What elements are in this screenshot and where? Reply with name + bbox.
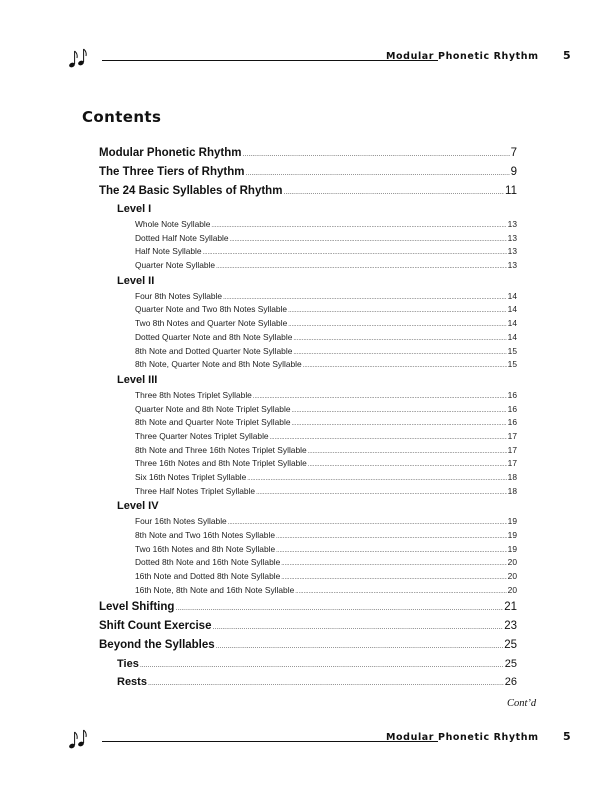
- table-of-contents: [0, 144, 612, 691]
- toc-entry-label: 16th Note and Dotted 8th Note Syllable: [135, 571, 281, 582]
- toc-entry-page: 16: [507, 417, 517, 428]
- footer-title: Modular Phonetic Rhythm: [386, 732, 539, 743]
- toc-entry[interactable]: [135, 543, 517, 557]
- toc-entry-label: Three Quarter Notes Triplet Syllable: [135, 430, 269, 441]
- toc-entry-label: Shift Count Exercise: [99, 619, 212, 632]
- toc-entry-label: The 24 Basic Syllables of Rhythm: [99, 185, 283, 197]
- dot-leader: [175, 599, 503, 618]
- toc-entry[interactable]: [135, 515, 517, 529]
- toc-entry[interactable]: [135, 358, 517, 372]
- toc-entry-page: 25: [504, 657, 517, 670]
- toc-entry-page: 18: [507, 472, 517, 482]
- toc-entry-page: 11: [505, 185, 517, 197]
- toc-entry-label: 8th Note and Quarter Note Triplet Syllable: [135, 417, 291, 428]
- toc-entry[interactable]: [135, 556, 517, 570]
- toc-entry[interactable]: [135, 444, 517, 458]
- toc-entry-label: Whole Note Syllable: [135, 219, 211, 229]
- toc-entry[interactable]: [135, 570, 517, 584]
- dot-leader: [245, 164, 509, 183]
- dot-leader: [242, 145, 509, 164]
- toc-entry-page: 18: [507, 485, 517, 496]
- level-heading: Level II: [117, 274, 155, 287]
- level-heading: Level III: [117, 373, 158, 386]
- toc-entry-page: 16: [507, 403, 517, 414]
- toc-entry-page: 17: [507, 444, 517, 455]
- toc-entry[interactable]: [135, 416, 517, 430]
- toc-entry[interactable]: [99, 163, 517, 182]
- toc-entry-label: Level Shifting: [99, 600, 175, 613]
- toc-entry-label: Three Half Notes Triplet Syllable: [135, 485, 256, 496]
- toc-entry-page: 13: [507, 219, 517, 229]
- toc-entry-label: 8th Note and Three 16th Notes Triplet Syllable: [135, 444, 307, 455]
- toc-entry-page: 26: [504, 675, 517, 688]
- toc-entry-page: 17: [507, 430, 517, 441]
- toc-entry-page: 13: [507, 232, 517, 243]
- toc-entry[interactable]: [135, 345, 517, 359]
- toc-entry[interactable]: [99, 598, 517, 617]
- header-page-number: 5: [563, 49, 571, 62]
- toc-entry-page: 20: [507, 557, 517, 568]
- toc-entry[interactable]: [99, 636, 517, 655]
- continued-note: Cont’d: [507, 698, 537, 709]
- toc-entry[interactable]: [135, 303, 517, 317]
- toc-entry[interactable]: [135, 245, 517, 259]
- toc-entry-page: 19: [507, 543, 517, 554]
- toc-entry[interactable]: [135, 457, 517, 471]
- dot-leader: [256, 487, 507, 501]
- toc-entry-label: Quarter Note and 8th Note Triplet Syllable: [135, 403, 291, 414]
- toc-entry-page: 21: [504, 600, 517, 613]
- toc-entry-label: 8th Note and Two 16th Notes Syllable: [135, 530, 275, 541]
- music-notes-icon: [68, 46, 94, 70]
- footer-page-number: 5: [563, 730, 571, 743]
- toc-entry-page: 20: [507, 571, 517, 582]
- toc-entry-label: Three 8th Notes Triplet Syllable: [135, 389, 252, 400]
- toc-entry-page: 14: [507, 304, 517, 315]
- level-heading: Level IV: [117, 500, 159, 513]
- toc-entry-label: Beyond the Syllables: [99, 638, 215, 651]
- toc-entry-label: Quarter Note and Two 8th Notes Syllable: [135, 304, 288, 315]
- toc-entry-page: 14: [507, 331, 517, 342]
- toc-entry[interactable]: [135, 290, 517, 304]
- toc-entry-page: 19: [507, 516, 517, 527]
- contents-heading: Contents: [82, 108, 162, 126]
- toc-entry[interactable]: [135, 259, 517, 273]
- toc-entry-page: 25: [504, 638, 517, 651]
- toc-entry[interactable]: [117, 673, 517, 691]
- toc-entry-label: Dotted Quarter Note and 8th Note Syllable: [135, 331, 293, 342]
- running-header: [68, 46, 578, 70]
- music-notes-icon: [68, 727, 94, 751]
- toc-entry-label: Quarter Note Syllable: [135, 260, 216, 271]
- toc-entry-label: 8th Note, Quarter Note and 8th Note Syllable: [135, 359, 302, 370]
- toc-entry-page: 7: [510, 147, 517, 159]
- toc-entry-label: 8th Note and Dotted Quarter Note Syllable: [135, 345, 293, 356]
- toc-entry-page: 20: [507, 584, 517, 595]
- toc-entry-page: 19: [507, 530, 517, 541]
- running-footer: [68, 727, 578, 751]
- toc-entry-label: Six 16th Notes Triplet Syllable: [135, 472, 247, 482]
- toc-entry-label: Ties: [117, 657, 139, 670]
- toc-entry-label: Half Note Syllable: [135, 246, 202, 257]
- toc-entry[interactable]: [135, 389, 517, 403]
- toc-entry-label: Four 16th Notes Syllable: [135, 516, 227, 527]
- toc-entry-page: 23: [504, 619, 517, 632]
- toc-entry[interactable]: [135, 529, 517, 543]
- toc-entry-label: Dotted Half Note Syllable: [135, 232, 229, 243]
- toc-entry-page: 9: [510, 166, 517, 178]
- dot-leader: [216, 637, 504, 656]
- toc-entry[interactable]: [135, 403, 517, 417]
- dot-leader: [212, 618, 503, 637]
- toc-entry-page: 15: [507, 345, 517, 356]
- toc-entry-label: Four 8th Notes Syllable: [135, 290, 223, 301]
- dot-leader: [283, 183, 504, 202]
- toc-entry[interactable]: [135, 232, 517, 246]
- toc-entry-label: Two 8th Notes and Quarter Note Syllable: [135, 318, 288, 329]
- toc-entry[interactable]: [99, 617, 517, 636]
- toc-entry-page: 13: [507, 260, 517, 271]
- toc-entry-page: 17: [507, 458, 517, 469]
- dot-leader: [216, 261, 507, 275]
- toc-entry[interactable]: [135, 485, 517, 499]
- toc-entry[interactable]: [135, 471, 517, 485]
- toc-entry[interactable]: [135, 317, 517, 331]
- toc-entry-label: Three 16th Notes and 8th Note Triplet Syllable: [135, 458, 307, 469]
- toc-entry[interactable]: [99, 182, 517, 201]
- toc-entry-label: Rests: [117, 675, 147, 688]
- toc-entry-label: Two 16th Notes and 8th Note Syllable: [135, 543, 276, 554]
- toc-entry[interactable]: [135, 331, 517, 345]
- level-heading: Level I: [117, 203, 152, 215]
- toc-entry-page: 15: [507, 359, 517, 370]
- toc-entry-label: 16th Note, 8th Note and 16th Note Syllable: [135, 584, 295, 595]
- toc-entry[interactable]: [135, 430, 517, 444]
- toc-entry[interactable]: [99, 144, 517, 163]
- toc-entry-label: Dotted 8th Note and 16th Note Syllable: [135, 557, 281, 568]
- dot-leader: [303, 360, 507, 374]
- header-title: Modular Phonetic Rhythm: [386, 51, 539, 62]
- toc-entry-page: 14: [507, 290, 517, 301]
- toc-entry-page: 13: [507, 246, 517, 257]
- toc-entry[interactable]: [135, 584, 517, 598]
- toc-entry-page: 16: [507, 389, 517, 400]
- toc-entry[interactable]: [135, 218, 517, 232]
- toc-entry[interactable]: [117, 655, 517, 673]
- toc-entry-label: The Three Tiers of Rhythm: [99, 166, 245, 178]
- toc-entry-page: 14: [507, 318, 517, 329]
- toc-entry-label: Modular Phonetic Rhythm: [99, 147, 242, 159]
- dot-leader: [148, 675, 504, 693]
